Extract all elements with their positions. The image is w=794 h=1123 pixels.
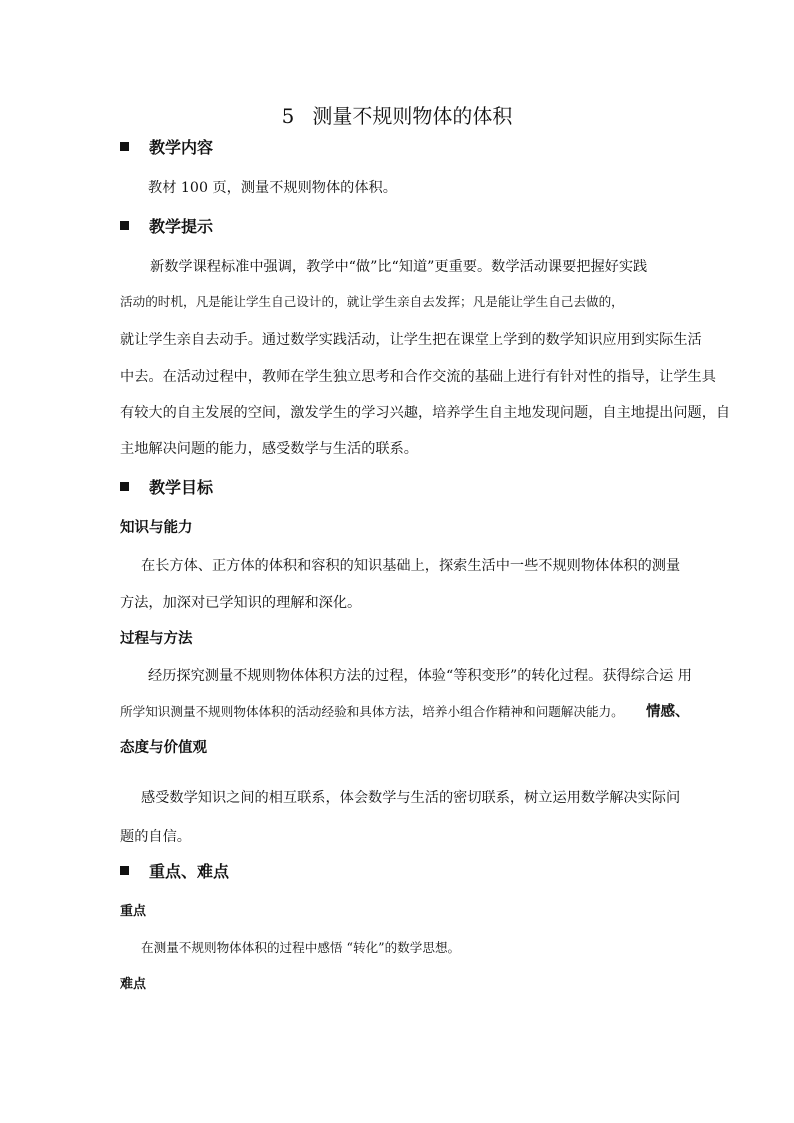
subheading-process: 过程与方法	[120, 630, 193, 647]
process-line: 经历探究测量不规则物体体积方法的过程，体验“等积变形”的转化过程。获得综合运 用	[148, 668, 692, 684]
heading-content	[120, 140, 213, 156]
subheading-knowledge: 知识与能力	[120, 519, 193, 536]
subheading-difficult: 难点	[120, 977, 147, 992]
heading-hints	[120, 219, 213, 235]
hints-line: 有较大的自主发展的空间，激发学生的学习兴趣，培养学生自主地发现问题，自主地提出问题，自	[120, 405, 731, 421]
heading-text: 教学提示	[149, 217, 214, 236]
square-bullet-icon	[120, 866, 129, 875]
title-text: 测量不规则物体的体积	[312, 104, 513, 128]
key-text: 在测量不规则物体体积的过程中感悟 “转化”的数学思想。	[141, 940, 461, 955]
hints-line: 就让学生亲自去动手。通过数学实践活动，让学生把在课堂上学到的数学知识应用到实际生活	[120, 332, 702, 348]
hints-line: 活动的时机，凡是能让学生自己设计的，就让学生亲自去发挥；凡是能让学生自己去做的，	[120, 294, 624, 309]
hints-line: 新数学课程标准中强调，教学中“做”比“知道”更重要。数学活动课要把握好实践	[150, 259, 648, 275]
knowledge-line: 在长方体、正方体的体积和容积的知识基础上，探索生活中一些不规则物体体积的测量	[141, 558, 681, 574]
subheading-key: 重点	[120, 904, 147, 919]
heading-text: 教学内容	[149, 138, 214, 157]
process-trailing-bold: 情感、	[646, 703, 690, 720]
page-title	[0, 106, 794, 126]
square-bullet-icon	[120, 221, 129, 230]
square-bullet-icon	[120, 142, 129, 151]
title-number: 5	[281, 104, 295, 128]
heading-text: 教学目标	[149, 478, 214, 497]
hints-line: 中去。在活动过程中，教师在学生独立思考和合作交流的基础上进行有针对性的指导，让学生具	[120, 369, 716, 385]
heading-text: 重点、难点	[149, 862, 230, 881]
attitude-line: 感受数学知识之间的相互联系，体会数学与生活的密切联系，树立运用数学解决实际问	[141, 790, 681, 806]
knowledge-line: 方法，加深对已学知识的理解和深化。	[120, 595, 362, 611]
hints-line: 主地解决问题的能力，感受数学与生活的联系。	[120, 441, 418, 457]
heading-keypoints	[120, 864, 229, 880]
heading-goals	[120, 480, 213, 496]
content-text: 教材 100 页，测量不规则物体的体积。	[148, 180, 397, 196]
square-bullet-icon	[120, 482, 129, 491]
attitude-line: 题的自信。	[120, 829, 191, 845]
subheading-attitude: 态度与价值观	[120, 739, 207, 756]
process-line: 所学知识测量不规则物体体积的活动经验和具体方法，培养小组合作精神和问题解决能力。	[120, 704, 624, 719]
